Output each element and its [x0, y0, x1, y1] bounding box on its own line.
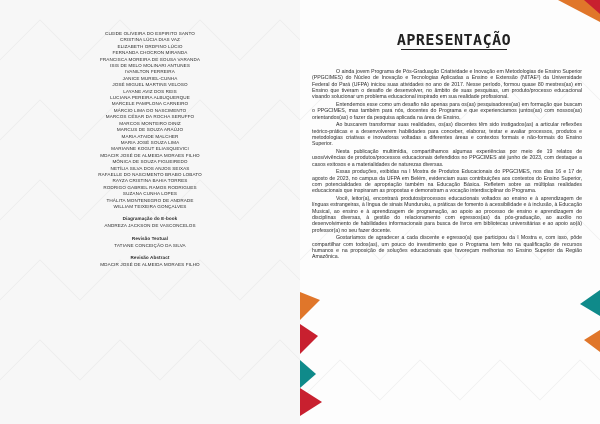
title-underline: [401, 49, 507, 50]
diagramacao-label: Diagramação do E-book: [122, 216, 178, 222]
credit-name: IVANILTON FERREIRA: [125, 69, 175, 75]
revisao-textual-name: TATIANE CONCEIÇÃO DA SILVA: [114, 242, 186, 248]
credit-name: MARIA ATAIDE MALCHER: [121, 133, 179, 139]
credit-name: MÔNICA DE SOUZA FIGUEIREDO: [112, 159, 188, 165]
credit-name: ISIS DE MELO MOLINARI ANTUNES: [110, 63, 190, 69]
credit-name: THÁLITA MONTENEGRO DE ANDRADE: [106, 197, 194, 203]
body-paragraph: Gostaríamos de agradecer a cada discente e egresso(a) que participou da I Mostra e, com isso, pôde compartilhar com todos(as), um pouco do investimento que o Programa tem feito na qualificação de recursos humanos e na proposição de soluções educacionais que favoreçam melhorias no Ensino Superior da Região Amazônica.: [312, 235, 582, 261]
credit-name: JOSÉ MIGUEL MARTINS VELOSO: [112, 82, 188, 88]
credit-name: MARCOS MONTEIRO DINIZ: [119, 120, 181, 126]
credit-name: FERNANDA CHOCRON MIRANDA: [112, 50, 188, 56]
credit-name: MARCOS CÉSAR DA ROCHA SERUFFO: [105, 114, 195, 120]
credit-name: FRANCISCA MOREIRA DE SOUSA VARANDA: [99, 56, 201, 62]
credit-name: LAYANE AVIZ DOS REIS: [123, 88, 177, 94]
side-decoration-right: [576, 290, 600, 370]
credit-name: WILLIAM TEIXEIRA GONÇALVES: [113, 203, 187, 209]
credit-name: RAFAELLE DO NASCIMENTO BRABO LOBATO: [98, 171, 202, 177]
corner-decoration-top: [548, 0, 600, 30]
body-paragraph: O ainda jovem Programa de Pós-Graduação Criatividade e Inovação em Metodologias de Ensino Superior (PPGCIMES) do Núcleo de Inovação e Tecnologias Aplicadas a Ensino e Extensão (NITAE²) da Universidade Federal do Pará (UFPA) iniciou suas atividades no ano de 2017. Nesse período, formou quase 80 mestres(as) em Ensino que tiveram o desafio de desenvolver, no âmbito de suas pesquisas, um produto/processo educacional visando solucionar um problema educacional inspirado em sua realidade profissional.: [312, 69, 582, 101]
diagramacao-name: ANDREZA JACKSON DE VASCONCELOS: [104, 223, 196, 229]
names-list: [60, 31, 240, 210]
credit-name: MDACIR JOSÉ DE ALMEIDA MORAES FILHO: [100, 152, 200, 158]
body-paragraph: Entendemos esse como um desafio não apenas para os(as) pesquisadores(as) em formação que buscam o PPGCIMES, mas também para nós, docentes do Programa e que experienciamos juntos(as) com nossos(as) orientandos(as) o fazer da pesquisa aplicada na área de Ensino.: [312, 102, 582, 121]
side-decoration-left: [300, 292, 322, 424]
presentation-body: [312, 69, 582, 262]
revisao-abstract-label: Revisão Abstract: [130, 255, 170, 260]
body-paragraph: Ao buscarem transformar suas realidades, os(as) discentes têm sido instigados(as) a articular reflexões teórico-práticas e a desenvolverem habilidades para conceber, elaborar, testar e avaliar processos, produtos e metodologias criativas e inovadoras voltadas a diferentes áreas e contextos formais e não-formais do Ensino Superior.: [312, 122, 582, 148]
body-paragraph: Nesta publicação multimídia, compartilhamos algumas experiências por meio de 19 relatos de usos/vivências de produtos/processos educacionais defendidos no PPGCIMES até junho de 2023, com destaque a casos exitosos e a materialidades de naturezas diversas.: [312, 149, 582, 168]
revisao-textual-label: Revisão Textual: [131, 235, 169, 241]
page-title: APRESENTAÇÃO: [396, 31, 512, 49]
credit-name: CRISTINA LÚCIA DIAS VAZ: [120, 37, 180, 43]
body-paragraph: Você, leitor(a), encontrará produtos/processos educacionais voltados ao ensino e à aprendizagem de línguas estrangeiras, à língua de sinais Munduruku, a práticas de fomento à acessibilidade e à inclusão, à Educação Musical, ao ensino e à aprendizagem de programação, ao apoio ao processo de ensino e aprendizagem de disciplinas diversas, à gestão do relacionamento com egressos(as) da pós-graduação, ao auxílio no desenvolvimento de habilidades informacionais para busca de livros em bibliotecas universitárias e ao apoio ao(à) professor(a) no seu fazer docente.: [312, 196, 582, 234]
revisao-abstract-name: MDACIR JOSÉ DE ALMEIDA MORAES FILHO: [100, 261, 200, 267]
credit-name: SUZANA CUNHA LOPES: [122, 191, 178, 197]
credit-name: MARCUS DE SOUZA ARAÚJO: [116, 127, 184, 133]
credit-name: CLEIDE OLIVEIRA DO ESPIRITO SANTO: [105, 31, 195, 36]
credit-name: MARCELE PAMPLONA CARNEIRO: [111, 101, 189, 107]
credit-name: LUCIANA PEREIRA ALBUQUERQUE: [110, 95, 190, 101]
credit-name: RAYZA CRISTINA BAHIA TORRES: [112, 178, 188, 184]
credit-name: RODRIGO GABRIEL RAMOS RODRIGUES: [103, 184, 197, 190]
credit-name: MÁRCIO LIMA DO NASCIMENTO: [113, 107, 187, 113]
credits-list: [60, 31, 240, 268]
credit-name: ELIZABETH ORDFINO LÚCIO: [117, 43, 183, 49]
credit-name: JANICE MURIEL-CUNHA: [122, 75, 178, 81]
credit-name: MARIANNE KOGUT ELIASQUEVICI: [111, 146, 189, 152]
credit-name: MARIA JOSÉ SOUZA LIMA: [120, 139, 180, 145]
body-paragraph: Essas produções, exibidas na I Mostra de Produtos Educacionais do PPGCIMES, nos dias 16 e 17 de agosto de 2023, no campus da UFPA em Belém, evidenciam suas contribuições aos contextos do Ensino Superior, com potencialidades de apropriação também na Educação Básica. Refletem sobre as múltiplas realidades educacionais que inspiraram as propostas e demonstram a vocação interdisciplinar do Programa.: [312, 169, 582, 195]
credit-name: NETÍLIA SILVA DOS ANJOS SEIXAS: [110, 165, 190, 171]
